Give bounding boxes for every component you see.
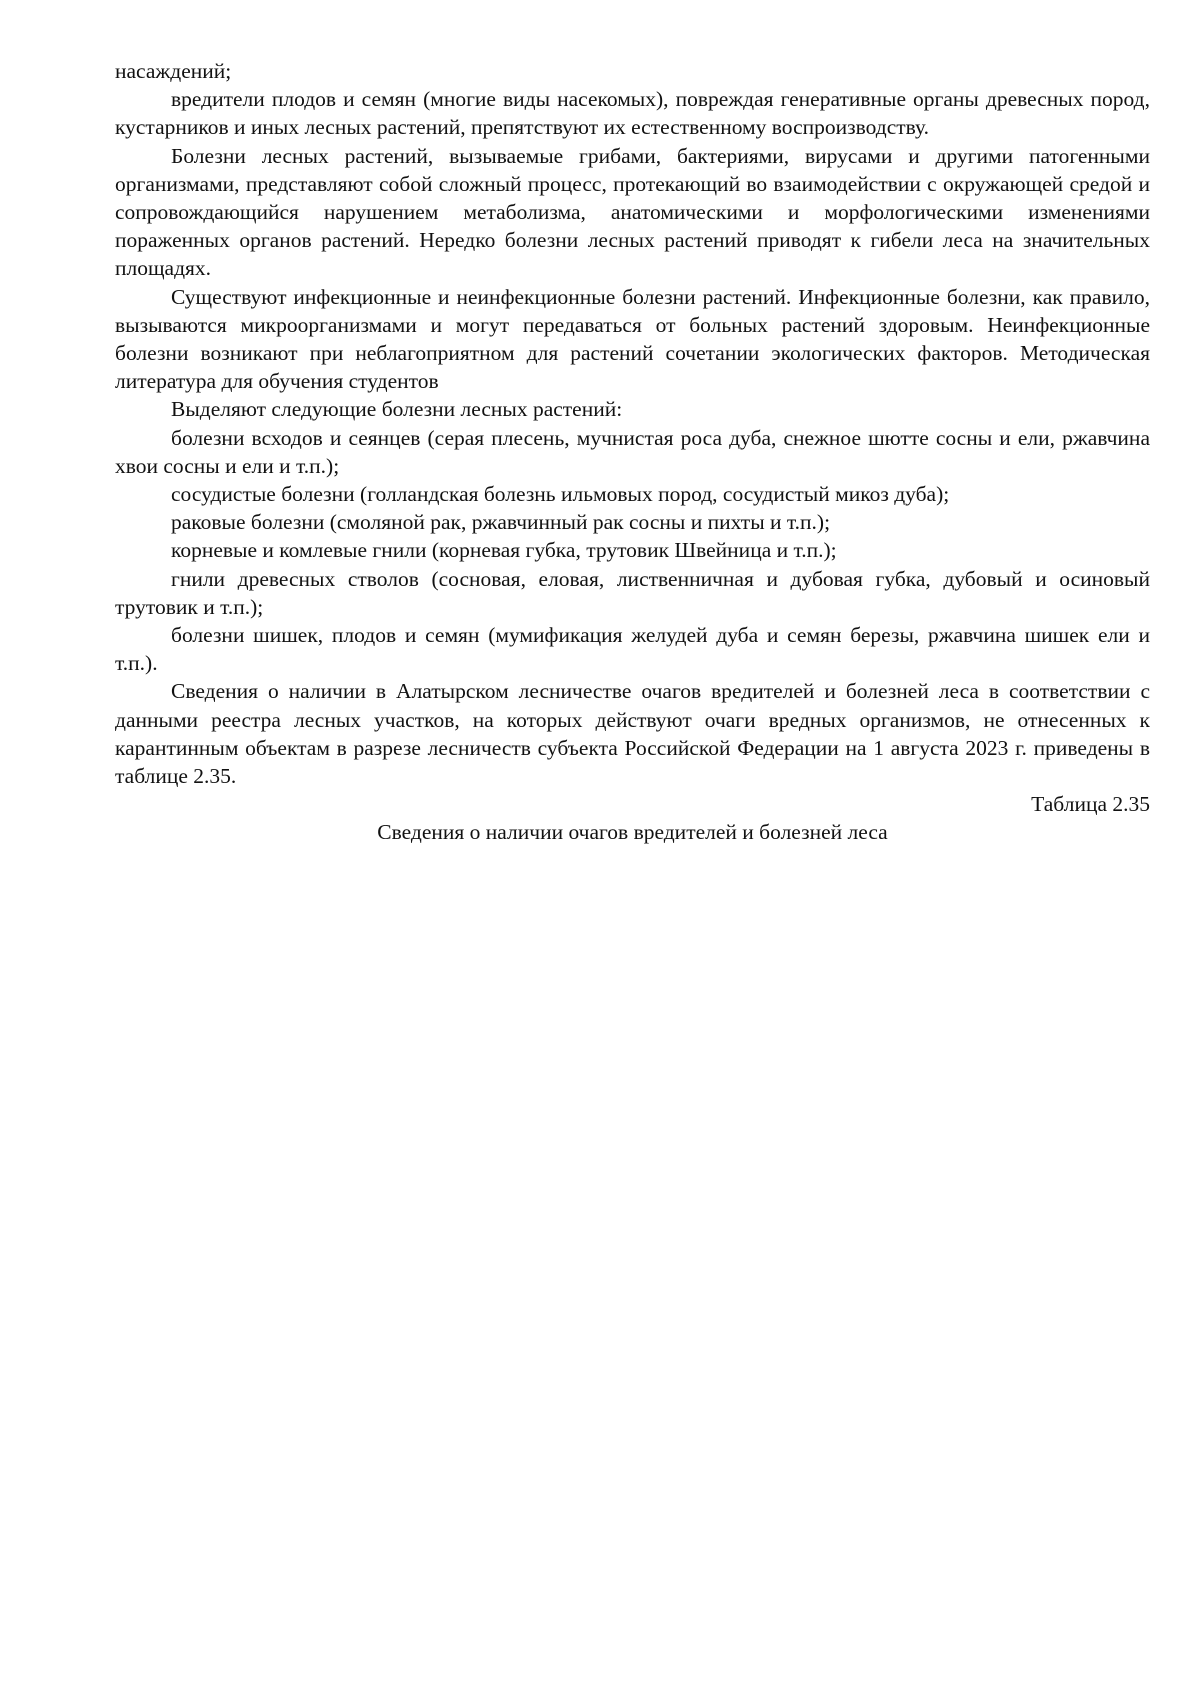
- list-item-cone-diseases: болезни шишек, плодов и семян (мумификация желудей дуба и семян березы, ржавчина шишек ели и т.п.).: [115, 623, 1150, 676]
- document-page: [115, 57, 1150, 847]
- paragraph-fruit-pests: вредители плодов и семян (многие виды насекомых), повреждая генеративные органы древесных пород, кустарников и иных лесных растений, препятствуют их естественному воспроизводству.: [115, 87, 1150, 140]
- paragraph-disease-list-intro: Выделяют следующие болезни лесных растений:: [171, 397, 623, 422]
- list-item-stem-rot: гнили древесных стволов (сосновая, еловая, лиственничная и дубовая губка, дубовый и осиновый трутовик и т.п.);: [115, 566, 1150, 619]
- table-title: Сведения о наличии очагов вредителей и болезней леса: [377, 820, 888, 845]
- list-item-seedling-diseases: болезни всходов и сеянцев (серая плесень, мучнистая роса дуба, снежное шютте сосны и ели, ржавчина хвои сосны и ели и т.п.);: [115, 425, 1150, 478]
- paragraph-alatyr-info: Сведения о наличии в Алатырском лесничестве очагов вредителей и болезней леса в соответствии с данными реестра лесных участков, на которых действуют очаги вредных организмов, не отнесенных к карантинным объектам в разрезе лесничеств субъекта Российской Федерации на 1 августа 2023 г. приведены в таблице 2.35.: [115, 679, 1150, 789]
- paragraph-diseases-intro: Болезни лесных растений, вызываемые грибами, бактериями, вирусами и другими патогенными организмами, представляют собой сложный процесс, протекающий во взаимодействии с окружающей средой и сопровождающийся нарушением метаболизма, анатомическими и морфологическими изменениями пораженных органов растений. Нередко болезни лесных растений приводят к гибели леса на значительных площадях.: [115, 143, 1150, 281]
- paragraph-continuation: насаждений;: [115, 59, 232, 83]
- list-item-cancer-diseases: раковые болезни (смоляной рак, ржавчинный рак сосны и пихты и т.п.);: [171, 510, 831, 535]
- table-label: Таблица 2.35: [1031, 792, 1150, 817]
- list-item-vascular-diseases: сосудистые болезни (голландская болезнь ильмовых пород, сосудистый микоз дуба);: [171, 482, 950, 507]
- list-item-root-rot: корневые и комлевые гнили (корневая губка, трутовик Швейница и т.п.);: [171, 538, 837, 563]
- paragraph-infectious-diseases: Существуют инфекционные и неинфекционные болезни растений. Инфекционные болезни, как правило, вызываются микроорганизмами и могут передаваться от больных растений здоровым. Неинфекционные болезни возникают при неблагоприятном для растений сочетании экологических факторов. Методическая литература для обучения студентов: [115, 284, 1150, 394]
